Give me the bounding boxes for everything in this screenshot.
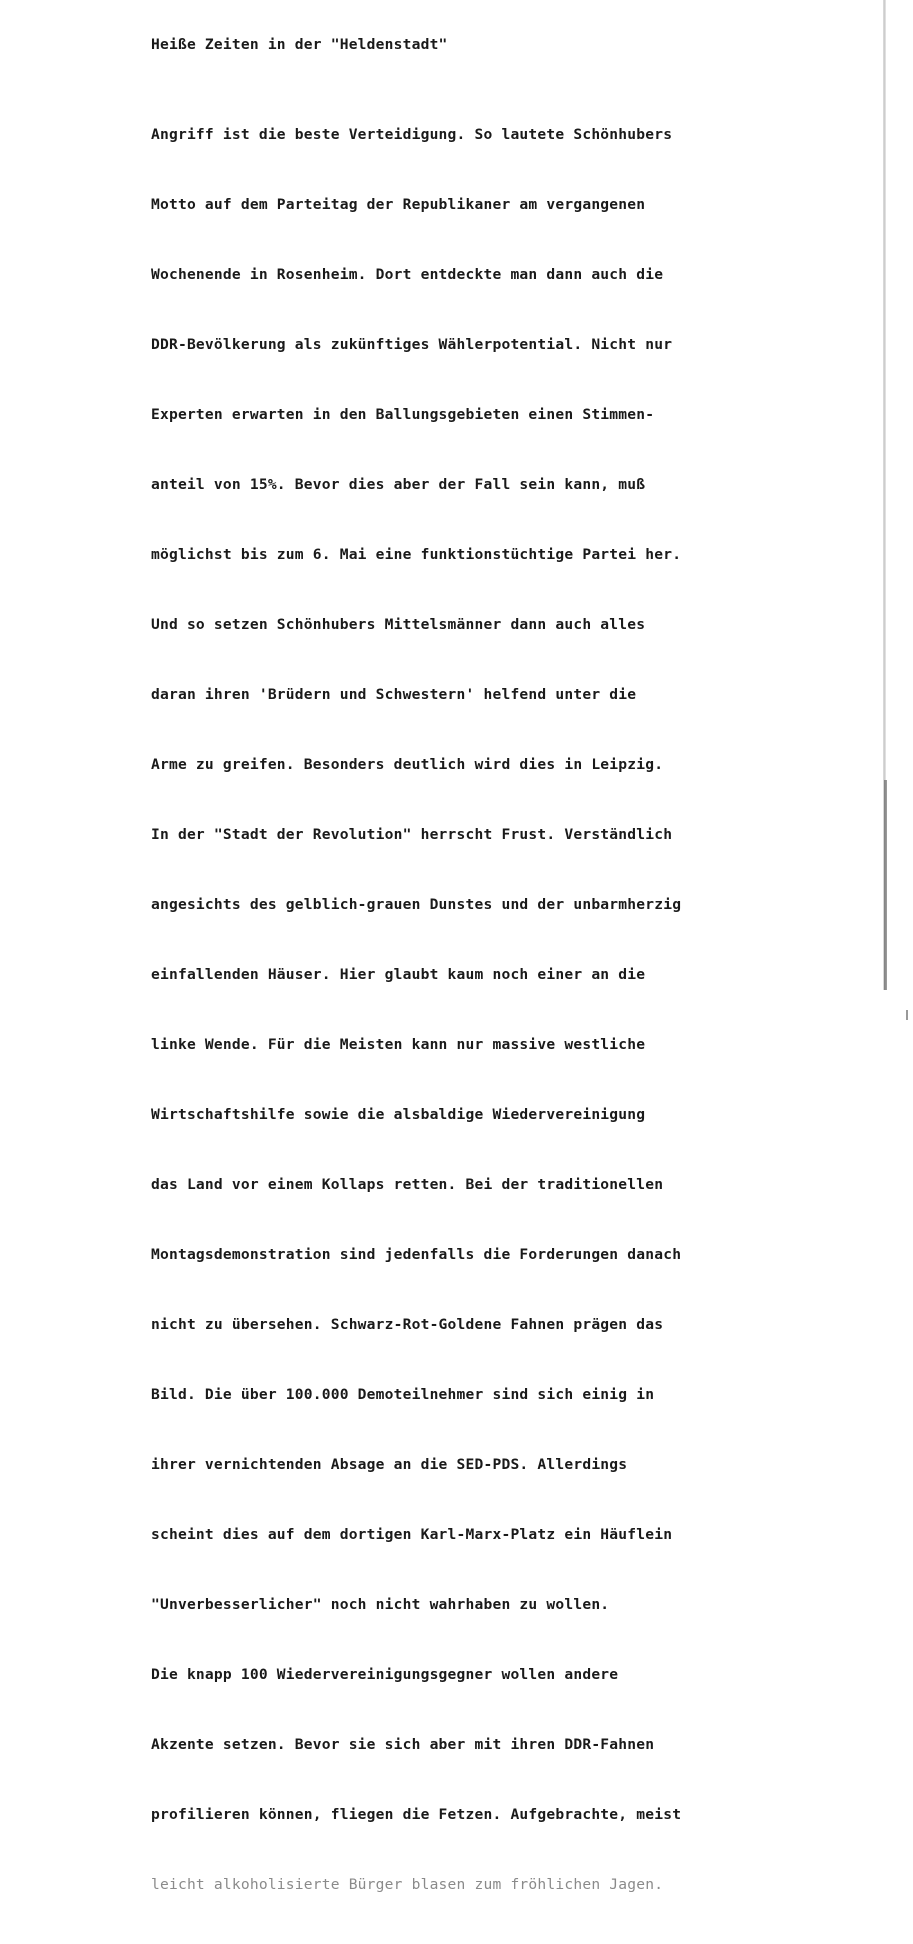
text-line: Experten erwarten in den Ballungsgebieten einen Stimmen- [151,406,655,423]
text-line: anteil von 15%. Bevor dies aber der Fall sein kann, muß [151,476,646,493]
text-line: das Land vor einem Kollaps retten. Bei der traditionellen [151,1176,664,1193]
text-line: Wochenende in Rosenheim. Dort entdeckte man dann auch die [151,266,664,283]
document-body [151,90,681,1944]
text-line: leicht alkoholisierte Bürger blasen zum fröhlichen Jagen. [151,1876,664,1893]
text-line: angesichts des gelblich-grauen Dunstes und der unbarmherzig [151,896,682,913]
scan-mark [906,1010,908,1020]
text-line: Montagsdemonstration sind jedenfalls die Forderungen danach [151,1246,682,1263]
text-line: Motto auf dem Parteitag der Republikaner am vergangenen [151,196,646,213]
text-line: nicht zu übersehen. Schwarz-Rot-Goldene Fahnen prägen das [151,1316,664,1333]
text-line: linke Wende. Für die Meisten kann nur massive westliche [151,1036,646,1053]
text-line: Bild. Die über 100.000 Demoteilnehmer sind sich einig in [151,1386,655,1403]
text-line: Wirtschaftshilfe sowie die alsbaldige Wiedervereinigung [151,1106,646,1123]
page-edge-shadow-dark [884,780,887,990]
text-line: In der "Stadt der Revolution" herrscht Frust. Verständlich [151,826,673,843]
text-line: "Unverbesserlicher" noch nicht wahrhaben zu wollen. [151,1596,610,1613]
text-line: DDR-Bevölkerung als zukünftiges Wählerpotential. Nicht nur [151,336,673,353]
document-title: Heiße Zeiten in der "Heldenstadt" [151,36,448,53]
text-line: Die knapp 100 Wiedervereinigungsgegner wollen andere [151,1666,619,1683]
text-line: Akzente setzen. Bevor sie sich aber mit ihren DDR-Fahnen [151,1736,655,1753]
text-line: einfallenden Häuser. Hier glaubt kaum noch einer an die [151,966,646,983]
text-line: Und so setzen Schönhubers Mittelsmänner dann auch alles [151,616,646,633]
text-line: scheint dies auf dem dortigen Karl-Marx-Platz ein Häuflein [151,1526,673,1543]
text-line: möglichst bis zum 6. Mai eine funktionstüchtige Partei her. [151,546,682,563]
text-line: daran ihren 'Brüdern und Schwestern' helfend unter die [151,686,637,703]
text-line: ihrer vernichtenden Absage an die SED-PDS. Allerdings [151,1456,628,1473]
text-line: profilieren können, fliegen die Fetzen. Aufgebrachte, meist [151,1806,682,1823]
text-line: Angriff ist die beste Verteidigung. So lautete Schönhubers [151,126,673,143]
text-line: Arme zu greifen. Besonders deutlich wird dies in Leipzig. [151,756,664,773]
